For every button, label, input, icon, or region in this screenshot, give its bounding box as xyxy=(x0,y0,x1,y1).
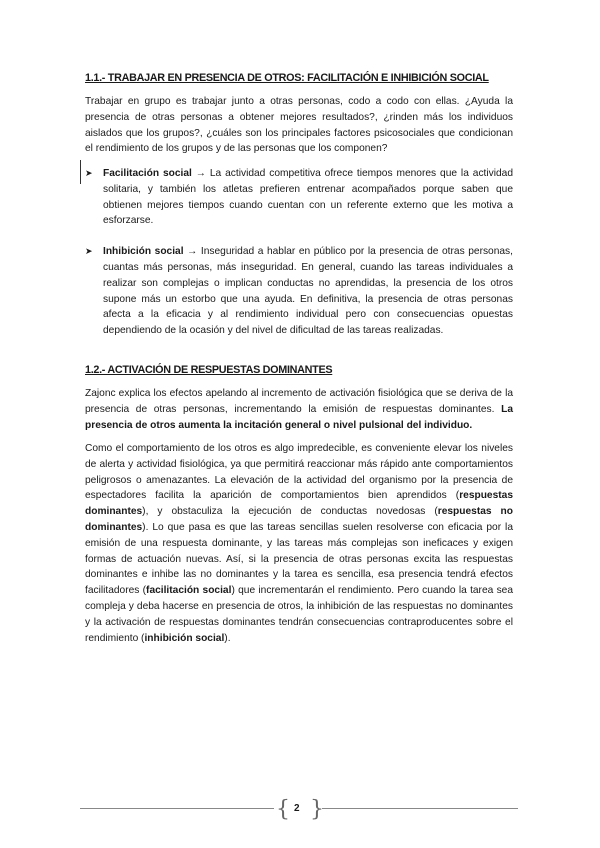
bullet-facilitacion xyxy=(85,166,513,229)
p1-text: Zajonc explica los efectos apelando al incremento de activación fisiológica que se deriva de la presencia de otras personas, incrementando la emisión de respuestas dominantes. xyxy=(85,388,513,415)
footer-rule-right xyxy=(322,808,518,809)
bullet-list xyxy=(85,166,513,339)
section-1-heading: 1.1.- TRABAJAR EN PRESENCIA DE OTROS: FACILITACIÓN E INHIBICIÓN SOCIAL xyxy=(85,72,489,84)
section-2-paragraph-2 xyxy=(85,441,513,646)
bullet-term: Inhibición social xyxy=(103,246,184,258)
bullet-arrow-icon: ➤ xyxy=(85,246,93,257)
bullet-term: Facilitación social xyxy=(103,168,192,179)
page-number: 2 xyxy=(294,803,300,814)
bullet-inhibicion xyxy=(85,244,513,339)
margin-bar xyxy=(80,160,81,184)
section-2-heading: 1.2.- ACTIVACIÓN DE RESPUESTAS DOMINANTES xyxy=(85,364,333,376)
bullet-text: La actividad competitiva ofrece tiempos menores que la actividad solitaria, y también los atletas prefieren entrenar acompañados porque saben que obtienen mejores tiempos cuando cuentan con un referente externo que les motiva a esforzarse. xyxy=(103,168,513,227)
right-brace-icon: } xyxy=(310,797,324,822)
bullet-arrow: → xyxy=(187,246,198,258)
bullet-arrow-icon: ➤ xyxy=(85,168,93,178)
p2-text: ). Lo que pasa es que las tareas sencillas suelen resolverse con eficacia por la emisión de una respuesta dominante, y las tareas más complejas son ineficaces y exigen formas de actuación nuevas. Así, si la presencia de otras personas excita las respuestas dominantes e inhibe las no dominantes y la tarea es sencilla, esa presencia tendrá efectos facilitadores ( xyxy=(85,521,513,597)
p2-text: ), y obstaculiza la ejecución de conductas novedosas ( xyxy=(142,506,438,518)
p2-bold: respuestas dominantes xyxy=(85,490,513,518)
bullet-arrow: → xyxy=(195,168,206,179)
section-2-paragraph-1 xyxy=(85,386,513,433)
section-1-intro: Trabajar en grupo es trabajar junto a otras personas, codo a codo con ellas. ¿Ayuda la presencia de otras personas a obtener mejores resultados?, ¿rinden más los individuos aislados que los grupos?, ¿cuáles son los principales factores psicosociales que condicionan el rendimiento de los grupos y de las personas que los componen? xyxy=(85,96,513,155)
p2-text: ) que incrementarán el rendimiento. Pero cuando la tarea sea compleja y deba hacerse en presencia de otros, la inhibición de las respuestas no dominantes y la activación de respuestas dominantes tendrán consecuencias contraproducentes sobre el rendimiento ( xyxy=(85,585,513,644)
bullet-text: Inseguridad a hablar en público por la presencia de otras personas, cuantas más personas, más inseguridad. En general, cuando las tareas individuales a realizar son complejas o implican conductas no aprendidas, la presencia de los otros supone más un estorbo que una ayuda. En definitiva, la presencia de otras personas afecta a la eficacia y al rendimiento individual pero con consecuencias opuestas dependiendo de la ocasión y del nivel de dificultad de las tareas realizadas. xyxy=(103,246,513,337)
p2-bold: inhibición social xyxy=(144,632,225,644)
left-brace-icon: { xyxy=(276,797,290,822)
footer-rule-left xyxy=(80,808,274,809)
p2-bold: respuestas no dominantes xyxy=(85,506,513,533)
p2-text: ). xyxy=(224,632,231,644)
p1-bold: La presencia de otros aumenta la incitación general o nivel pulsional del individuo. xyxy=(85,403,513,431)
p2-text: Como el comportamiento de los otros es algo impredecible, es conveniente elevar los niveles de alerta y actividad fisiológica, ya que permitirá reaccionar más rápido ante comportamientos peligrosos o amenazantes. La elevación de la actividad del organismo por la presencia de espectadores facilita la aparición de comportamientos bien aprendidos ( xyxy=(85,443,513,502)
p2-bold: facilitación social xyxy=(146,585,232,597)
